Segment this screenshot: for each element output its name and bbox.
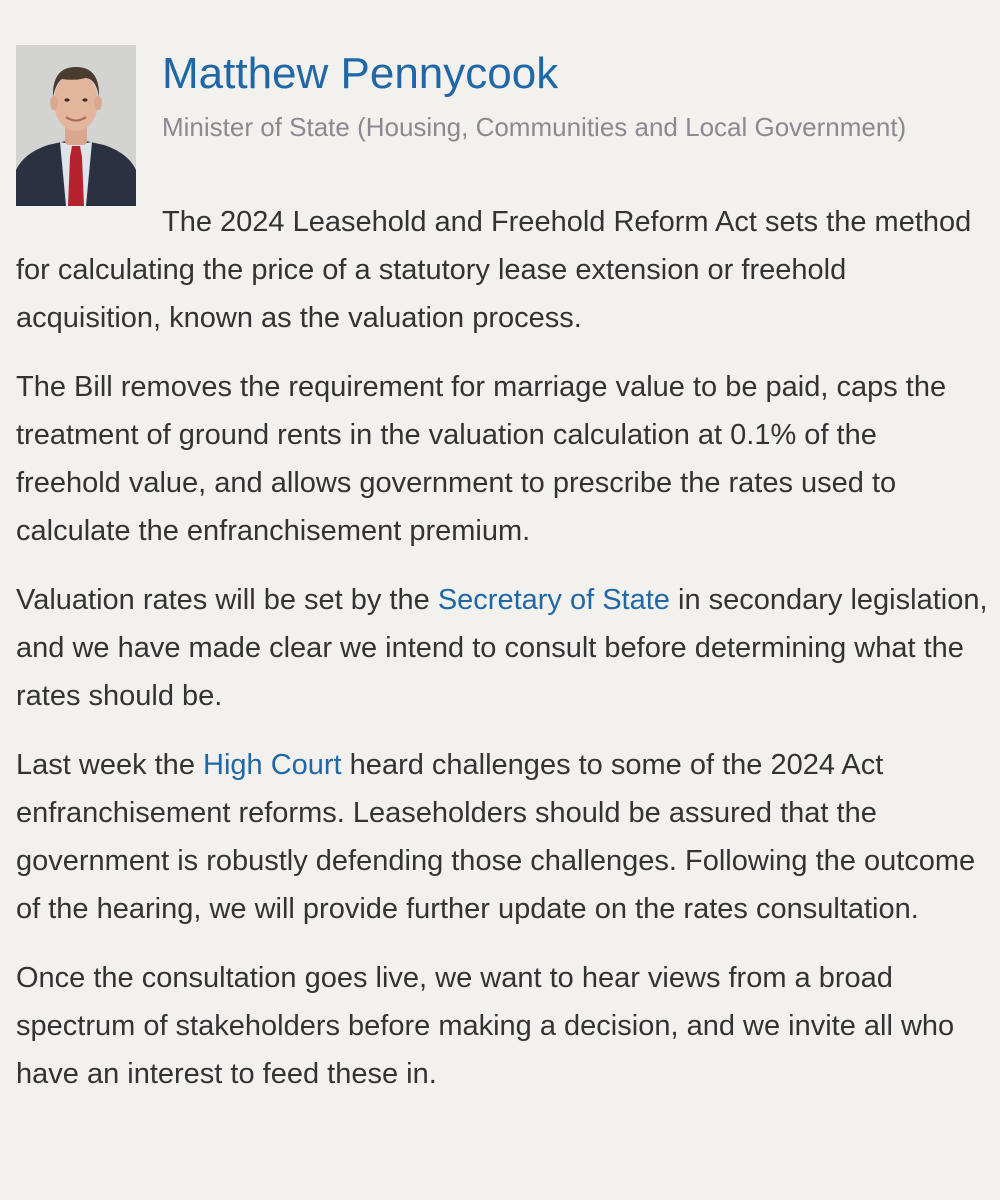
paragraph-5: Once the consultation goes live, we want to hear views from a broad spectrum of stakeholders before making a decision, and we invite all who have an interest to feed these in. (16, 962, 955, 1090)
paragraph-1: The 2024 Leasehold and Freehold Reform Act sets the method for calculating the price of a statutory lease extension or freehold acquisition, known as the valuation process. (16, 206, 972, 334)
paragraph-3-text-end: in secondary legislation, and we have made clear we intend to consult before determining what the rates should be. (16, 584, 988, 712)
paragraph-4-text-start: Last week the (16, 749, 203, 781)
minister-name[interactable]: Matthew Pennycook (162, 49, 559, 98)
high-court-link[interactable]: High Court (203, 749, 342, 781)
statement-text (16, 198, 988, 1119)
paragraph-3 (16, 576, 988, 720)
minister-role: Minister of State (Housing, Communities and Local Government) (162, 112, 907, 142)
secretary-of-state-link[interactable]: Secretary of State (437, 584, 670, 616)
paragraph-2: The Bill removes the requirement for marriage value to be paid, caps the treatment of ground rents in the valuation calculation at 0.1% of the freehold value, and allows government to prescribe the rates used to calculate the enfranchisement premium. (16, 371, 947, 547)
person-portrait-icon (16, 45, 136, 206)
paragraph-4-text-end: heard challenges to some of the 2024 Act enfranchisement reforms. Leaseholders should be assured that the government is robustly defending those challenges. Following the outcome of the hearing, we will provide further update on the rates consultation. (16, 749, 976, 925)
paragraph-3-text-start: Valuation rates will be set by the (16, 584, 438, 616)
avatar[interactable] (16, 45, 136, 206)
paragraph-4 (16, 741, 988, 933)
